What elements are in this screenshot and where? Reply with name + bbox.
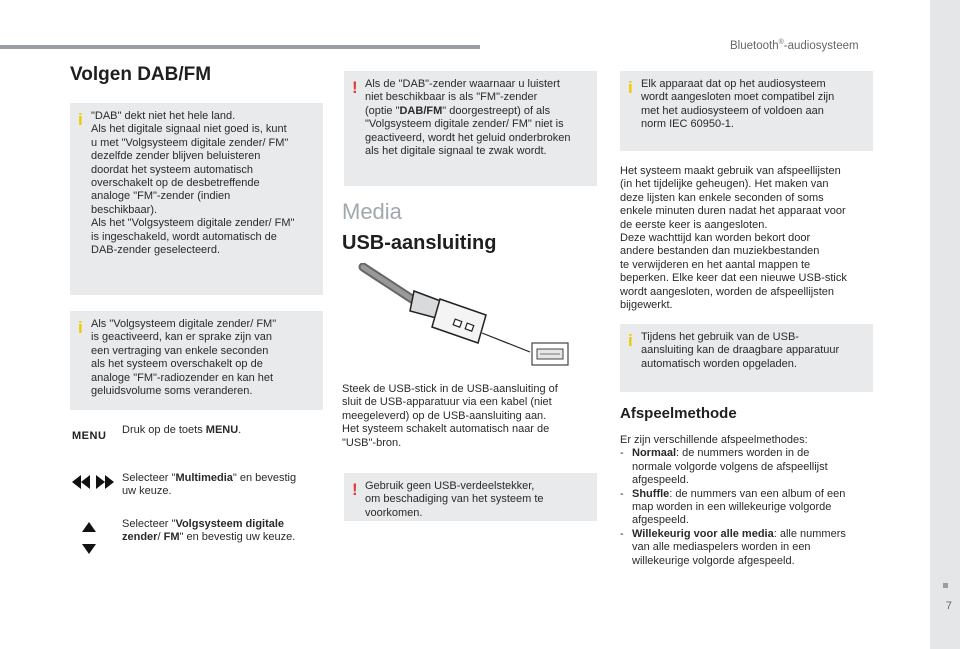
text-line: Het systeem schakelt automatisch naar de	[342, 423, 550, 436]
text-line: enkele minuten duren nadat het apparaat voor	[620, 205, 846, 218]
info-box-charging-text	[641, 331, 865, 371]
header-rule	[0, 45, 480, 49]
playback-intro: Er zijn verschillende afspeelmethodes:	[620, 434, 808, 446]
text-line: Het systeem maakt gebruik van afspeellijsten	[620, 165, 841, 177]
text-line: Gebruik geen USB-verdeelstekker,	[365, 480, 535, 492]
text-line: is geactiveerd, kan er sprake zijn van	[91, 331, 272, 344]
prev-next-arrows-icon	[72, 475, 114, 489]
text-line: DAB-zender geselecteerd.	[91, 244, 221, 257]
warning-box-usb-hub	[344, 473, 597, 521]
text-line: automatisch worden opgeladen.	[641, 357, 797, 370]
continue-marker	[943, 583, 948, 588]
info-icon: i	[628, 331, 633, 350]
usb-illustration	[358, 263, 573, 373]
text-line: als het digitale signaal te zwak wordt.	[365, 145, 547, 158]
text-line: voorkomen.	[365, 506, 423, 519]
menu-key-label: MENU	[72, 430, 107, 442]
text-line: overschakelt op de desbetreffende	[91, 177, 260, 190]
text-line: is ingeschakeld, wordt automatisch de	[91, 230, 277, 243]
text-line: doordat het systeem automatisch	[91, 163, 254, 176]
text-line: Elk apparaat dat op het audiosysteem	[641, 78, 826, 90]
step-select-follow: Selecteer "Volgsysteem digitale zender/ FM" en bevestig uw keuze.	[122, 518, 296, 544]
text-line: Als het "Volgsysteem digitale zender/ FM"	[91, 217, 295, 230]
info-box-dab-text	[91, 110, 315, 257]
playback-mode-name: Willekeurig voor alle media	[632, 527, 774, 540]
step-select-multimedia: Selecteer "Multimedia" en bevestig uw keuze.	[122, 472, 297, 498]
text-line: "Volgsysteem digitale zender/ FM" niet is	[365, 118, 564, 131]
chapter-title: Bluetooth®-audiosysteem	[730, 39, 859, 52]
section-heading-media: Media	[342, 199, 402, 224]
text-line: Tijdens het gebruik van de USB-	[641, 331, 799, 343]
playback-mode-item: - Normaal: de nummers worden in de normale volgorde volgens de afspeellijst afgespeeld.	[620, 447, 828, 487]
text-line: geactiveerd, wordt het geluid onderbroken	[365, 131, 571, 144]
text-line: "DAB" dekt niet het hele land.	[91, 110, 236, 122]
playback-mode-name: Shuffle	[632, 487, 670, 500]
text-line: wordt aangesloten moet compatibel zijn	[641, 91, 835, 104]
warning-box-dab	[344, 71, 597, 186]
text-line: om beschadiging van het systeem te	[365, 493, 544, 506]
info-icon: i	[78, 110, 83, 129]
playback-mode-item: - Willekeurig voor alle media: alle nummers van alle mediaspelers worden in een willekeurige volgorde afgespeeld.	[620, 527, 846, 567]
info-box-dab	[70, 103, 323, 295]
text-line: analoge "FM"-radiozender en kan het	[91, 371, 274, 384]
text-line: Als de "DAB"-zender waarnaar u luistert	[365, 78, 560, 90]
text-line: (optie "DAB/FM" doorgestreept) of als	[365, 104, 551, 117]
usb-plug-icon	[363, 267, 486, 343]
text-line: Als "Volgsysteem digitale zender/ FM"	[91, 318, 277, 330]
playback-modes	[620, 434, 878, 568]
text-line: Als het digitale signaal niet goed is, kunt	[91, 123, 287, 136]
text-line: deze lijsten kan enkele seconden of soms	[620, 191, 824, 204]
text-line: de eerste keer is aangesloten.	[620, 218, 768, 231]
text-line: u met "Volgsysteem digitale zender/ FM"	[91, 136, 289, 149]
up-down-arrows-icon	[82, 522, 96, 554]
playlist-paragraph	[620, 165, 878, 312]
info-box-compat-text	[641, 78, 865, 132]
text-line: als het systeem overschakelt op de	[91, 358, 263, 371]
text-line: meegeleverd) op de USB-aansluiting aan.	[342, 409, 547, 422]
text-line: norm IEC 60950-1.	[641, 118, 734, 131]
text-line: een vertraging van enkele seconden	[91, 344, 269, 357]
warning-box-dab-text	[365, 78, 589, 158]
playback-mode-item: - Shuffle: de nummers van een album of een map worden in een willekeurige volgorde afgespeeld.	[620, 487, 846, 527]
text-line: (in het tijdelijke geheugen). Het maken van	[620, 178, 829, 191]
playback-mode-list	[620, 447, 878, 568]
text-line: te verwijderen en het aantal mappen te	[620, 258, 811, 271]
text-line: wordt aangesloten, worden de afspeellijsten	[620, 285, 835, 298]
playback-mode-name: Normaal	[632, 447, 677, 460]
info-icon: i	[78, 318, 83, 337]
info-box-delay	[70, 311, 323, 410]
text-line: met het audiosysteem of voldoen aan	[641, 104, 824, 117]
text-line: dezelfde zender blijven beluisteren	[91, 150, 261, 163]
page-edge-band	[930, 0, 960, 649]
text-line: andere bestanden dan muziekbestanden	[620, 245, 820, 258]
step-press-menu: Druk op de toets MENU.	[122, 424, 242, 436]
info-box-compat	[620, 71, 873, 151]
text-line: bijgewerkt.	[620, 299, 673, 312]
info-box-delay-text	[91, 318, 315, 398]
warning-icon: !	[352, 78, 358, 97]
text-line: niet beschikbaar is als "FM"-zender	[365, 91, 538, 104]
text-line: aansluiting kan de draagbare apparatuur	[641, 344, 840, 357]
warning-icon: !	[352, 480, 358, 499]
text-line: geluidsvolume soms veranderen.	[91, 385, 253, 398]
text-line: beschikbaar).	[91, 203, 158, 216]
text-line: beperken. Elke keer dat een nieuwe USB-stick	[620, 272, 847, 285]
warning-box-usb-hub-text	[365, 480, 589, 520]
section-heading-dab-fm: Volgen DAB/FM	[70, 64, 212, 85]
info-box-charging	[620, 324, 873, 392]
page-number: 7	[945, 600, 952, 612]
text-line: Deze wachttijd kan worden bekort door	[620, 232, 811, 245]
section-heading-usb: USB-aansluiting	[342, 232, 497, 254]
info-icon: i	[628, 78, 633, 97]
text-line: analoge "FM"-zender (indien	[91, 190, 231, 203]
text-line: "USB"-bron.	[342, 436, 402, 449]
usb-instructions	[342, 383, 597, 450]
usb-port-icon	[532, 343, 568, 365]
text-line: sluit de USB-apparatuur via een kabel (niet	[342, 396, 552, 409]
text-line: Steek de USB-stick in de USB-aansluiting of	[342, 383, 558, 395]
section-heading-afspeelmethode: Afspeelmethode	[620, 405, 737, 422]
